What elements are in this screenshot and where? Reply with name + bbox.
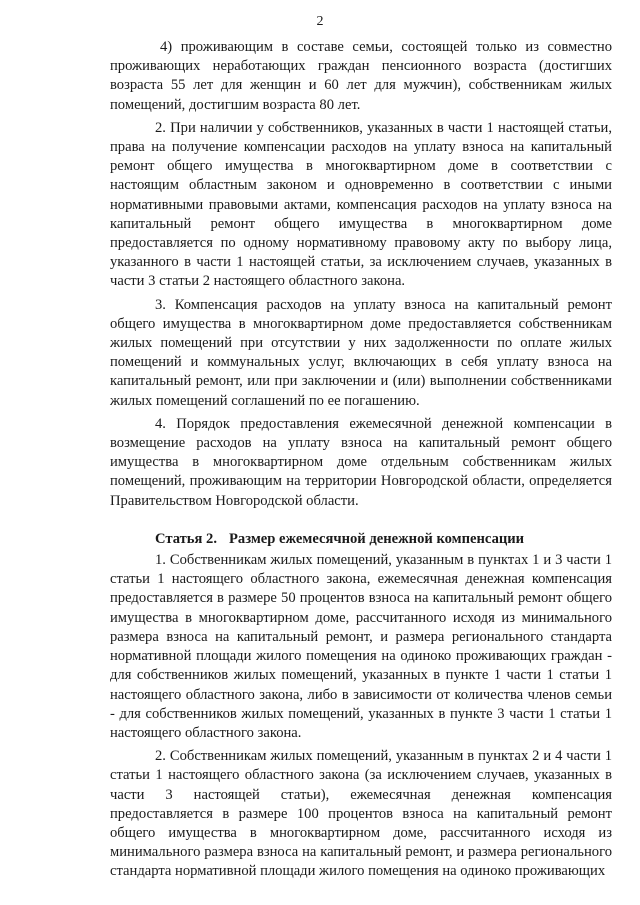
paragraph-item-4: 4) проживающим в составе семьи, состоящей только из совместно проживающих неработающих граждан пенсионного возраста (достигших возраста 55 лет для женщин и 60 лет для мужчин), собственникам жилых помещений, достигшим возраста 80 лет.	[110, 39, 612, 113]
article-2-paragraph-2: 2. Собственникам жилых помещений, указанным в пунктах 2 и 4 части 1 статьи 1 настоящего областного закона (за исключением случаев, указанных в части 3 настоящей статьи), ежемесячная денежная компенсация предоставляется в размере 100 процентов взноса на капитальный ремонт общего имущества в многоквартирном доме, рассчитанного исходя из минимального размера взноса на капитальный ремонт, и размера регионального стандарта нормативной площади жилого помещения на одиноко проживающих	[110, 748, 612, 880]
paragraph-part-4: 4. Порядок предоставления ежемесячной денежной компенсации в возмещение расходов на уплату взноса на капитальный ремонт общего имущества в многоквартирном доме отдельным собственникам жилых помещений, проживающим на территории Новгородской области, определяется Правительством Новгородской области.	[110, 415, 612, 509]
article-2-paragraph-1: 1. Собственникам жилых помещений, указанным в пунктах 1 и 3 части 1 статьи 1 настоящего областного закона, ежемесячная денежная компенсация предоставляется в размере 50 процентов взноса на капитальный ремонт общего имущества в многоквартирном доме, рассчитанного исходя из минимального размера взноса на капитальный ремонт, и размера регионального стандарта нормативной площади жилого помещения на одиноко проживающих граждан - для собственников жилых помещений, указанных в пункте 1 части 1 статьи 1 настоящего областного закона, либо в зависимости от количества членов семьи - для собственников жилых помещений, указанных в пункте 3 части 1 статьи 1 настоящего областного закона.	[110, 552, 612, 741]
paragraph-part-2: 2. При наличии у собственников, указанных в части 1 настоящей статьи, права на получение компенсации расходов на уплату взноса на капитальный ремонт общего имущества в многоквартирном доме в соответствии с настоящим областным законом и одновременно в соответствии с иными нормативными правовыми актами, компенсация расходов на уплату взноса на капитальный ремонт общего имущества в многоквартирном доме предоставляется по одному нормативному правовому акту по выбору лица, указанного в части 1 настоящей статьи, за исключением случаев, указанных в части 3 статьи 2 настоящего областного закона.	[110, 119, 612, 290]
paragraph-part-3: 3. Компенсация расходов на уплату взноса на капитальный ремонт общего имущества в многоквартирном доме предоставляется собственникам жилых помещений при отсутствии у них задолженности по оплате жилых помещений и коммунальных услуг, включающих в себя уплату взноса на капитальный ремонт, или при заключении и (или) выполнении собственниками жилых помещений соглашений по ее погашению.	[110, 296, 612, 409]
article-number: Статья 2.	[155, 530, 217, 547]
page-number: 2	[316, 14, 324, 29]
document-body	[110, 38, 612, 886]
article-heading	[110, 530, 612, 549]
article-title: Размер ежемесячной денежной компенсации	[229, 530, 525, 547]
